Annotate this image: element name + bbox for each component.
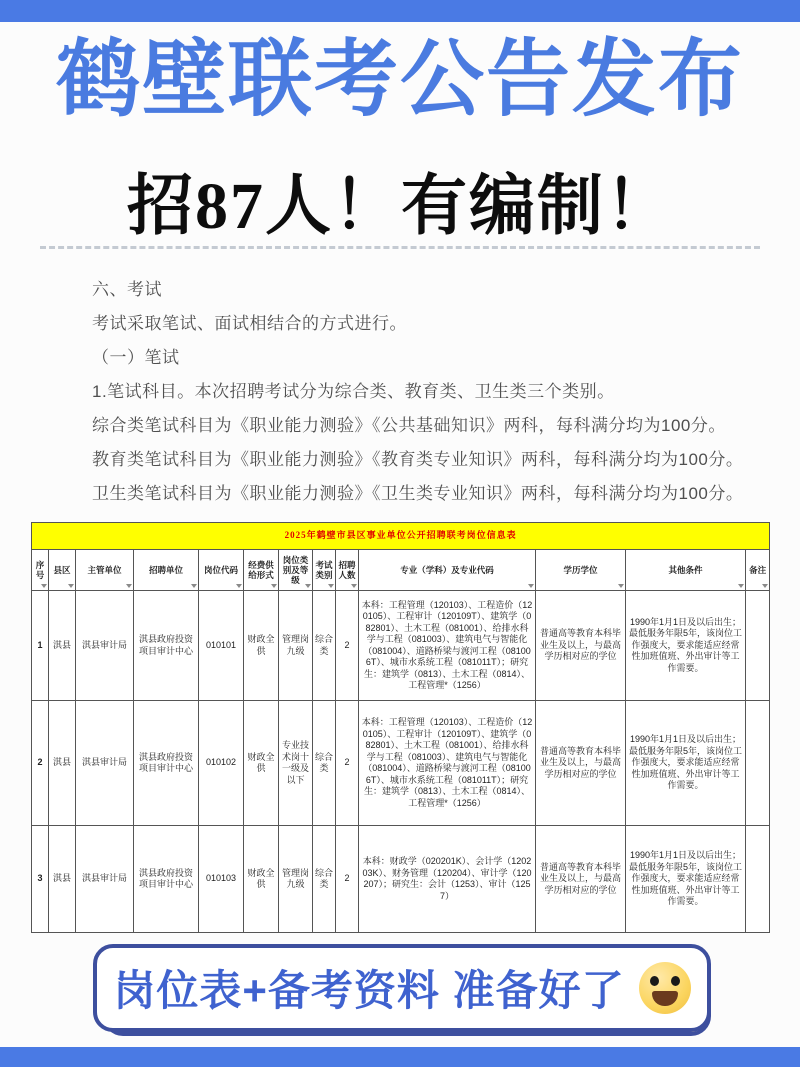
poster-title: 鹤壁联考公告发布 <box>55 34 744 127</box>
bottom-banner <box>93 944 711 1032</box>
grinning-face-emoji-icon <box>639 962 691 1014</box>
body-paragraph: 1.笔试科目。本次招聘考试分为综合类、教育类、卫生类三个类别。 <box>92 382 615 401</box>
column-header: 招聘单位 <box>134 550 199 591</box>
column-header: 岗位类别及等级 <box>279 550 313 591</box>
table-cell <box>746 701 770 826</box>
body-paragraph: 综合类笔试科目为《职业能力测验》《公共基础知识》两科，每科满分均为100分。 <box>92 416 726 435</box>
poster-subtitle: 招87人！有编制！ <box>127 170 673 243</box>
column-header: 专业（学科）及专业代码 <box>359 550 536 591</box>
filter-arrow-icon <box>328 584 334 588</box>
table-cell: 1990年1月1日及以后出生；最低服务年限5年，该岗位工作强度大，要求能适应经常性加班值班、外出审计等工作需要。 <box>626 591 746 701</box>
subsection-heading: （一）笔试 <box>92 348 180 367</box>
table-cell: 3 <box>32 826 49 933</box>
table-title: 2025年鹤壁市县区事业单位公开招聘联考岗位信息表 <box>32 523 770 550</box>
table-cell: 淇县 <box>49 701 76 826</box>
column-header: 主管单位 <box>76 550 134 591</box>
table-cell <box>746 826 770 933</box>
table-cell: 010102 <box>199 701 244 826</box>
column-header: 县区 <box>49 550 76 591</box>
filter-arrow-icon <box>618 584 624 588</box>
column-header: 岗位代码 <box>199 550 244 591</box>
table-cell: 本科：工程管理（120103）、工程造价（120105）、工程审计（120109T）、建筑学（082801）、土木工程（081001）、给排水科学与工程（081003）、建筑电气与智能化（081004）、道路桥梁与渡河工程（081006T）、城市水系统工程（081011T）；研究生：建筑学（0813）、土木工程（0814）、工程管理*（1256） <box>359 701 536 826</box>
filter-arrow-icon <box>762 584 768 588</box>
column-header: 备注 <box>746 550 770 591</box>
exam-section <box>92 281 762 519</box>
bottom-blue-bar <box>0 1047 800 1067</box>
table-header-row <box>32 550 770 591</box>
column-header: 招聘人数 <box>336 550 359 591</box>
table-cell: 1990年1月1日及以后出生；最低服务年限5年，该岗位工作强度大，要求能适应经常性加班值班、外出审计等工作需要。 <box>626 701 746 826</box>
dashed-divider <box>40 246 760 249</box>
filter-arrow-icon <box>271 584 277 588</box>
table-row <box>32 701 770 826</box>
body-paragraph: 卫生类笔试科目为《职业能力测验》《卫生类专业知识》两科，每科满分均为100分。 <box>92 484 744 503</box>
table-cell: 淇县审计局 <box>76 701 134 826</box>
positions-table <box>31 522 770 933</box>
filter-arrow-icon <box>236 584 242 588</box>
table-cell: 淇县 <box>49 826 76 933</box>
table-row <box>32 591 770 701</box>
table-cell: 淇县 <box>49 591 76 701</box>
table-cell: 管理岗九级 <box>279 826 313 933</box>
filter-arrow-icon <box>41 584 47 588</box>
filter-arrow-icon <box>738 584 744 588</box>
column-header: 序号 <box>32 550 49 591</box>
table-cell: 1 <box>32 591 49 701</box>
filter-arrow-icon <box>351 584 357 588</box>
table-cell: 专业技术岗十一级及以下 <box>279 701 313 826</box>
table-cell: 2 <box>336 591 359 701</box>
filter-arrow-icon <box>528 584 534 588</box>
table-cell: 2 <box>32 701 49 826</box>
table-cell: 普通高等教育本科毕业生及以上，与最高学历相对应的学位 <box>536 826 626 933</box>
table-cell: 淇县审计局 <box>76 591 134 701</box>
table-cell: 淇县政府投资项目审计中心 <box>134 826 199 933</box>
column-header: 经费供给形式 <box>244 550 279 591</box>
table-cell: 管理岗九级 <box>279 591 313 701</box>
table-cell: 财政全供 <box>244 701 279 826</box>
filter-arrow-icon <box>305 584 311 588</box>
body-paragraph: 教育类笔试科目为《职业能力测验》《教育类专业知识》两科，每科满分均为100分。 <box>92 450 744 469</box>
table-cell: 普通高等教育本科毕业生及以上，与最高学历相对应的学位 <box>536 591 626 701</box>
table-cell: 2 <box>336 826 359 933</box>
table-cell: 综合类 <box>313 826 336 933</box>
top-blue-bar <box>0 0 800 22</box>
table-cell <box>746 591 770 701</box>
table-cell: 财政全供 <box>244 591 279 701</box>
table-cell: 本科：工程管理（120103）、工程造价（120105）、工程审计（120109T）、建筑学（082801）、土木工程（081001）、给排水科学与工程（081003）、建筑电气与智能化（081004）、道路桥梁与渡河工程（081006T）、城市水系统工程（081011T）；研究生：建筑学（0813）、土木工程（0814）、工程管理*（1256） <box>359 591 536 701</box>
column-header: 其他条件 <box>626 550 746 591</box>
filter-arrow-icon <box>126 584 132 588</box>
table-cell: 1990年1月1日及以后出生；最低服务年限5年，该岗位工作强度大，要求能适应经常性加班值班、外出审计等工作需要。 <box>626 826 746 933</box>
filter-arrow-icon <box>68 584 74 588</box>
section-heading: 六、考试 <box>92 280 162 299</box>
table-cell: 淇县政府投资项目审计中心 <box>134 701 199 826</box>
banner-card <box>93 944 711 1032</box>
column-header: 考试类别 <box>313 550 336 591</box>
filter-arrow-icon <box>191 584 197 588</box>
body-paragraph: 考试采取笔试、面试相结合的方式进行。 <box>92 314 407 333</box>
positions-table-wrap <box>31 522 769 933</box>
table-cell: 综合类 <box>313 591 336 701</box>
table-cell: 淇县审计局 <box>76 826 134 933</box>
table-cell: 普通高等教育本科毕业生及以上，与最高学历相对应的学位 <box>536 701 626 826</box>
table-cell: 综合类 <box>313 701 336 826</box>
column-header: 学历学位 <box>536 550 626 591</box>
table-cell: 2 <box>336 701 359 826</box>
table-cell: 财政全供 <box>244 826 279 933</box>
table-cell: 淇县政府投资项目审计中心 <box>134 591 199 701</box>
table-cell: 010103 <box>199 826 244 933</box>
banner-text: 岗位表+备考资料 准备好了 <box>113 967 625 1014</box>
table-cell: 本科：财政学（020201K）、会计学（120203K）、财务管理（120204）、审计学（120207）；研究生：会计（1253）、审计（1257） <box>359 826 536 933</box>
table-row <box>32 826 770 933</box>
table-cell: 010101 <box>199 591 244 701</box>
